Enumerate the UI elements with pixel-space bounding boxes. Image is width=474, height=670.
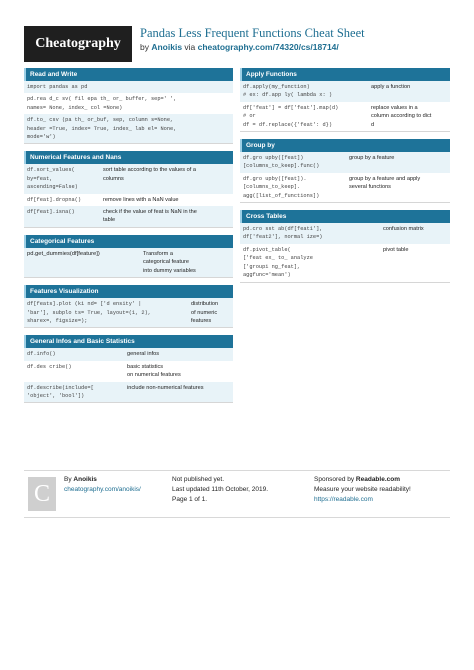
sponsor-name[interactable]: Readable.com	[355, 476, 400, 483]
list-item	[240, 152, 450, 173]
code-snippet: pd.rea d_c sv( fil epa th_ or_ buffer, sep=' ', names= None, index_ col =None)	[27, 96, 177, 111]
section-read-write	[24, 68, 233, 144]
footer-author-link[interactable]: cheatography.com/anoikis/	[64, 486, 141, 493]
section-title: Read and Write	[24, 68, 233, 81]
sheet-url-link[interactable]: cheatography.com/74320/cs/18714/	[197, 42, 339, 52]
section-apply	[240, 68, 450, 132]
publish-status: Not published yet.	[172, 476, 225, 483]
description: basic statistics on numerical features	[127, 363, 181, 379]
footer	[24, 470, 450, 518]
byline-via: via	[182, 42, 198, 52]
list-item	[24, 298, 233, 327]
footer-sponsor	[314, 475, 411, 505]
sponsor-text: Measure your website readability!	[314, 486, 411, 493]
section-title: Categorical Features	[24, 235, 233, 248]
code-snippet: df.pivot_table( ['feat ex_ to_ analyze ['groupi ng_feat], aggfunc='mean')	[243, 246, 313, 279]
section-title: Group by	[240, 139, 450, 152]
description: group by a feature	[349, 155, 395, 162]
footer-author	[64, 475, 141, 495]
right-column	[240, 68, 450, 290]
left-column	[24, 68, 233, 410]
cheatography-c-icon: C	[28, 477, 56, 511]
byline	[140, 42, 339, 52]
code-snippet: df.info()	[27, 351, 56, 358]
description: general infos	[127, 351, 160, 358]
section-title: Apply Functions	[240, 68, 450, 81]
list-item	[240, 102, 450, 131]
list-item	[24, 194, 233, 206]
code-snippet: pd.get_dummies(df[feature])	[27, 250, 100, 257]
section-group-by	[240, 139, 450, 203]
author-link[interactable]: Anoikis	[151, 42, 183, 52]
last-updated: Last updated 11th October, 2019.	[172, 486, 269, 493]
description: remove lines with a NaN value	[103, 196, 179, 203]
list-item	[24, 248, 233, 277]
section-title: Cross Tables	[240, 210, 450, 223]
page-title: Pandas Less Frequent Functions Cheat Sheet	[140, 26, 365, 40]
section-general	[24, 335, 233, 403]
code-snippet: df[feat].isna()	[27, 209, 75, 216]
description: check if the value of feat is NaN in the table	[103, 209, 197, 224]
code-snippet: df[feats].plot (ki nd= ['d ensity' | 'bar'], subplo ts= True, layout=(1, 2), sharex=, figsize=);	[27, 301, 151, 324]
footer-author-name[interactable]: Anoikis	[73, 476, 97, 483]
code-snippet: df.sort_values( by=feat, ascending=False)	[27, 167, 78, 191]
list-item	[240, 81, 450, 102]
section-cross-tables	[240, 210, 450, 282]
page-number: Page 1 of 1.	[172, 496, 208, 503]
byline-prefix: by	[140, 42, 152, 52]
code-snippet: pd.cro sst ab(df[feat1'], df['feat2'], normal ize=)	[243, 226, 323, 241]
description: Transform a categorical feature into dummy variables	[143, 250, 196, 274]
section-numerical	[24, 151, 233, 227]
code-snippet: df.gro upby([feat]) [columns_to_keep].func()	[243, 155, 320, 170]
list-item	[24, 206, 233, 227]
code-snippet: df.apply(my_function) # ex: df.app ly( lambda x: )	[243, 84, 333, 99]
code-snippet: import pandas as pd	[27, 84, 88, 90]
description: apply a function	[371, 84, 411, 90]
description: group by a feature and apply several functions	[349, 175, 421, 191]
code-snippet: df.des cribe()	[27, 363, 72, 370]
section-title: Features Visualization	[24, 285, 233, 298]
list-item	[240, 244, 450, 282]
code-snippet: df[feat].dropna()	[27, 196, 82, 203]
code-snippet: df.to_ csv (pa th_ or_buf, sep, column s=None, header =True, index= True, index_ lab el= None, mode='w')	[27, 117, 177, 141]
code-snippet: df['feat'] = df['feat'].map(d) # or df = df.replace({'feat': d})	[243, 104, 339, 128]
list-item	[24, 348, 233, 360]
description: replace values in a column according to dict d	[371, 104, 432, 128]
sponsor-prefix: Sponsored by	[314, 476, 356, 483]
list-item	[240, 173, 450, 202]
list-item	[240, 223, 450, 244]
list-item	[24, 382, 233, 403]
description: distribution of numeric features	[191, 301, 219, 324]
list-item	[24, 93, 233, 114]
list-item	[24, 81, 233, 93]
list-item	[24, 164, 233, 193]
description: confusion matrix	[383, 226, 424, 233]
section-title: Numerical Features and Nans	[24, 151, 233, 164]
description: pivot table	[383, 246, 409, 253]
footer-meta	[172, 475, 268, 505]
section-categorical	[24, 235, 233, 278]
list-item	[24, 114, 233, 143]
section-title: General Infos and Basic Statistics	[24, 335, 233, 348]
description: sort table according to the values of a columns	[103, 167, 196, 182]
description: include non-numerical features	[127, 384, 204, 391]
brand-logo[interactable]: Cheatography	[24, 26, 132, 62]
code-snippet: df.gro upby([feat]). [columns_to_keep]. agg([list_of_functions])	[243, 175, 320, 199]
code-snippet: df.describe(include=[ 'object', 'bool'])	[27, 384, 94, 399]
author-prefix: By	[64, 476, 74, 483]
sponsor-link[interactable]: https://readable.com	[314, 496, 373, 503]
list-item	[24, 361, 233, 382]
section-visualization	[24, 285, 233, 328]
